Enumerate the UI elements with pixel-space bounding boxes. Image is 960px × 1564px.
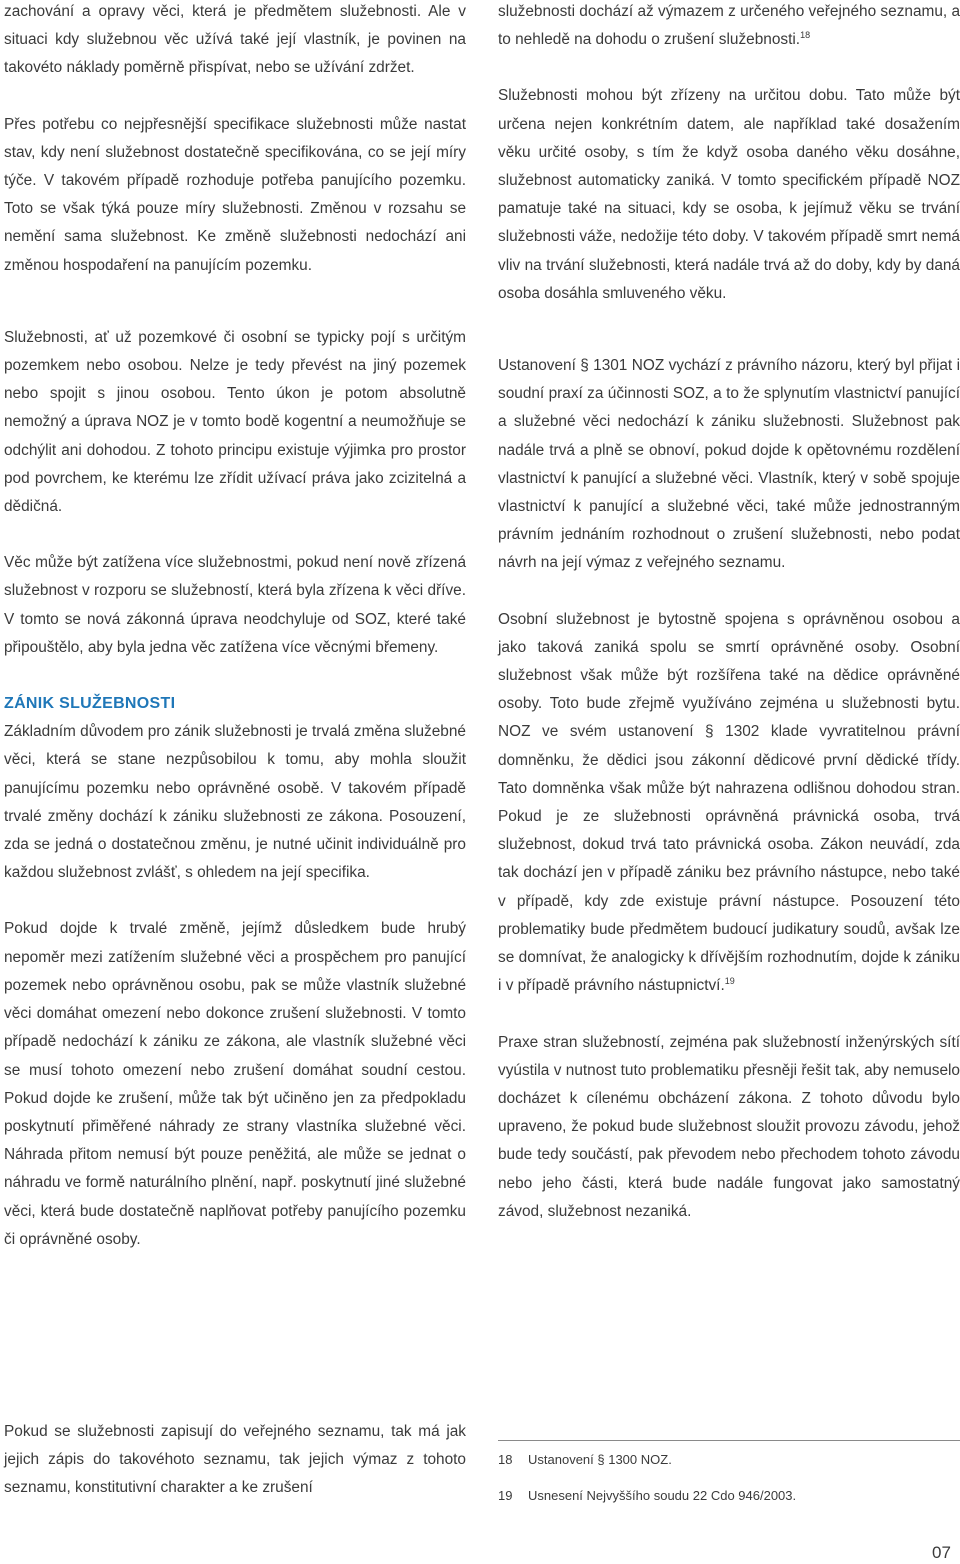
footnote-text: Usnesení Nejvyššího soudu 22 Cdo 946/2003. [528,1488,797,1503]
paragraph: zachování a opravy věci, která je předmětem služebnosti. Ale v situaci kdy služebnou věc užívá také její vlastník, je povinen na takovéto náklady poměrně přispívat, nebo se užívání zdržet. [4,3,466,77]
right-column [498,0,960,1226]
footnote-text: Ustanovení § 1300 NOZ. [528,1452,672,1467]
section-heading: ZÁNIK SLUŽEBNOSTI [4,695,176,713]
footnote [498,1451,672,1469]
left-column [4,0,466,1254]
footnote-number: 18 [498,1452,513,1467]
paragraph [498,0,960,54]
footnote-ref: 18 [800,30,811,41]
paragraph [498,606,960,1001]
paragraph: Pokud se služebnosti zapisují do veřejného seznamu, tak má jak jejich zápis do takovéhoto seznamu, tak jejich výmaz z tohoto seznamu, konstitutivní charakter a ke zrušení [4,1423,466,1497]
paragraph: Praxe stran služebností, zejména pak služebností inženýrských sítí vyústila v nutnost tuto problematiku přesněji řešit tak, aby nemuselo docházet k cílenému obcházení zákona. Z tohoto důvodu bylo upraveno, že pokud bude služebnost sloužit provozu závodu, jehož bude tedy součástí, pak převodem nebo přechodem tohoto závodu nebo jeho části, která bude nadále fungovat jako samostatný závod, služebnost nezaniká. [498,1033,960,1220]
left-column-bottom [4,1418,466,1503]
paragraph: Přes potřebu co nejpřesnější specifikace služebnosti může nastat stav, kdy není služebnost dostatečně specifikována, co se její míry týče. V takovém případě rozhoduje potřeba panujícího pozemku. Toto se však týká pouze míry služebnosti. Změnou v rozsahu se nemění sama služebnost. Ke změně služebnosti nedochází ani změnou hospodaření na panujícím pozemku. [4,115,466,274]
paragraph-text: Osobní služebnost je bytostně spojena s oprávněnou osobou a jako taková zaniká spolu se smrtí oprávněné osoby. Osobní služebnost však může být rozšířena také na dědice oprávněné osoby. Toto bude zřejmě využíváno zejména u služebnosti bytu. NOZ ve svém ustanovení § 1302 klade vyvratitelnou právní domněnku, že dědici jsou zákonní dědicové první dědické třídy. Tato domněnka však může být nahrazena odlišnou dohodou stran. Pokud je ze služebnosti oprávněná právnická osoba, trvá služebnost, dokud trvá tato právnická osoba. Zákon neuvádí, zda tak dochází jen v případě zániku bez právního nástupce, nebo také v případě, kdy zde existuje právní nástupce. Posouzení této problematiky bude předmětem budoucí judikatury soudů, avšak lze se domnívat, že analogicky k dřívějším rozhodnutím, dojde k zániku i v případě právního nástupnictví. [498,610,960,995]
footnote [498,1487,796,1505]
paragraph: Základním důvodem pro zánik služebnosti je trvalá změna služebné věci, která se stane nezpůsobilou k tomu, aby mohla sloužit panujícímu pozemku nebo oprávněné osobě. V takovém případě trvalé změny dochází k zániku služebnosti ze zákona. Posouzení, zda se jedná o dostatečnou změnu, je nutné učinit individuálně pro každou služebnost zvlášť, s ohledem na její specifika. [4,723,466,882]
footnote-ref: 19 [724,976,735,987]
footnote-number: 19 [498,1488,513,1503]
paragraph: Ustanovení § 1301 NOZ vychází z právního názoru, který byl přijat i soudní praxí za účinnosti SOZ, a to že splynutím vlastnictví panující a služebné věci nedochází k zániku služebnosti. Služebnost pak nadále trvá a plně se obnoví, pokud dojde k opětovnému rozdělení vlastnictví k panující a služebné věci. Vlastník, který v sobě spojuje vlastnictví k panující a služebné věci, také může jednostranným právním jednáním rozhodnout o zrušení služebnosti, nebo podat návrh na její výmaz z veřejného seznamu. [498,357,960,572]
paragraph: Věc může být zatížena více služebnostmi, pokud není nově zřízená služebnost v rozporu se služebností, která byla zřízena k věci dříve. V tomto se nová zákonná úprava neodchyluje od SOZ, které také připouštělo, aby byla jedna věc zatížena více věcnými břemeny. [4,554,466,656]
paragraph: Služebnosti, ať už pozemkové či osobní se typicky pojí s určitým pozemkem nebo osobou. Nelze je tedy převést na jiný pozemek nebo spojit s jinou osobou. Tento úkon je potom absolutně nemožný a úprava NOZ je v tomto bodě kogentní a neumožňuje se odchýlit ani dohodou. Z tohoto principu existuje výjimka pro prostor pod povrchem, ke kterému lze zřídit užívací práva jako zcizitelná a dědičná. [4,328,466,516]
paragraph: Služebnosti mohou být zřízeny na určitou dobu. Tato může být určena nejen konkrétním datem, ale například také dosažením věku určité osoby, s tím že když osoba daného věku dosáhne, služebnost automaticky zaniká. V tomto specifickém případě NOZ pamatuje také na situaci, kdy se osoba, k jejímuž věku se trvání služebnosti váže, nedožije této doby. V takovém případě smrt nemá vliv na trvání služebnosti, která nadále trvá až do doby, kdy by daná osoba dosáhla smluveného věku. [498,87,960,302]
paragraph-text: služebnosti dochází až výmazem z určeného veřejného seznamu, a to nehledě na dohodu o zrušení služebnosti. [498,3,960,49]
footnote-divider [498,1440,960,1441]
paragraph: Pokud dojde k trvalé změně, jejímž důsledkem bude hrubý nepoměr mezi zatížením služebné věci a prospěchem pro panující pozemek nebo oprávněnou osobu, pak se může vlastník služebné věci domáhat omezení nebo dokonce zrušení služebnosti. V tomto případě nedochází k zániku ze zákona, ale vlastník služebné věci se musí tohoto omezení nebo zrušení domáhat soudní cestou. Pokud dojde ke zrušení, může tak být učiněno jen za předpokladu poskytnutí přiměřené náhrady ze strany vlastníka služebné věci. Náhrada přitom nemusí být pouze peněžitá, ale může se jednat o náhradu ve formě naturálního plnění, např. poskytnutí jiné služebné věci, která bude dostatečně naplňovat potřeby panujícího pozemku či oprávněné osoby. [4,920,466,1248]
page-number: 07 [932,1543,951,1562]
